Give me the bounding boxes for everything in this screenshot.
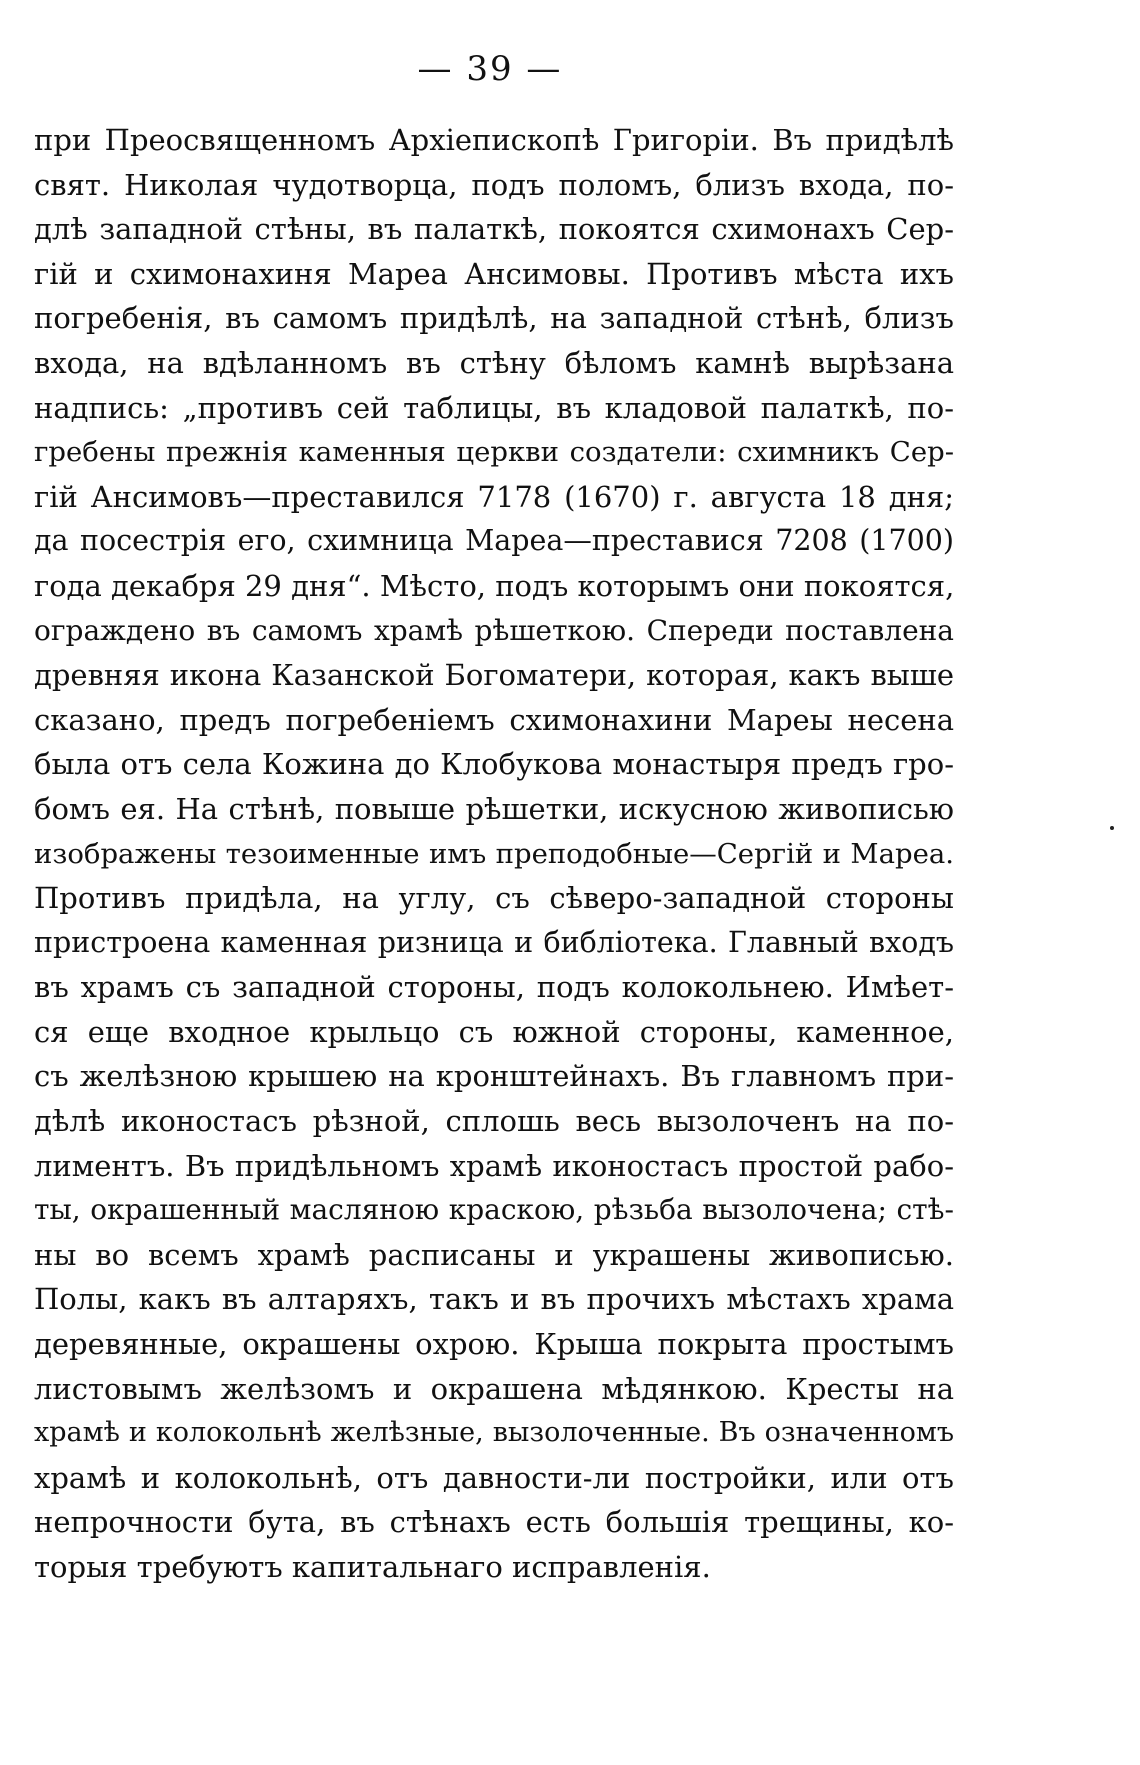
text-line: была отъ села Кожина до Клобукова монастыря предъ гро- bbox=[34, 747, 954, 782]
text-line: гій и схимонахиня Мареа Ансимовы. Противъ мѣста ихъ bbox=[34, 256, 954, 291]
text-line: непрочности бута, въ стѣнахъ есть большія трещины, ко- bbox=[34, 1505, 954, 1540]
text-line: древняя икона Казанской Богоматери, которая, какъ выше bbox=[34, 658, 954, 693]
margin-dot bbox=[1110, 826, 1114, 830]
text-line: ны во всемъ храмѣ расписаны и украшены живописью. bbox=[34, 1237, 954, 1272]
text-line: гій Ансимовъ—преставился 7178 (1670) г. августа 18 дня; bbox=[34, 479, 954, 514]
page-number: — 39 — bbox=[417, 49, 563, 89]
text-line: лиментъ. Въ придѣльномъ храмѣ иконостасъ простой рабо- bbox=[34, 1148, 954, 1183]
text-line: бомъ ея. На стѣнѣ, повыше рѣшетки, искусною живописью bbox=[34, 791, 954, 826]
text-line: при Преосвященномъ Архіепископѣ Григоріи. Въ придѣлѣ bbox=[34, 123, 954, 157]
text-line: листовымъ желѣзомъ и окрашена мѣдянкою. Кресты на bbox=[34, 1371, 954, 1406]
text-line: входа, на вдѣланномъ въ стѣну бѣломъ камнѣ вырѣзана bbox=[34, 345, 954, 380]
text-line: дѣлѣ иконостасъ рѣзной, сплошь весь вызолоченъ на по- bbox=[34, 1104, 954, 1139]
text-line: храмѣ и колокольнѣ желѣзные, вызолоченные. Въ означенномъ bbox=[34, 1417, 954, 1449]
text-line: погребенія, въ самомъ придѣлѣ, на западной стѣнѣ, близъ bbox=[34, 301, 954, 336]
text-line: гребены прежнія каменныя церкви создатели: схимникъ Сер- bbox=[34, 436, 954, 469]
text-line: торыя требуютъ капитальнаго исправленія. bbox=[34, 1550, 711, 1584]
text-line: свят. Николая чудотворца, подъ поломъ, близъ входа, по- bbox=[34, 167, 954, 202]
text-line: Полы, какъ въ алтаряхъ, такъ и въ прочихъ мѣстахъ храма bbox=[34, 1282, 954, 1317]
text-line: сказано, предъ погребеніемъ схимонахини Мареы несена bbox=[34, 702, 954, 737]
text-line: ограждено въ самомъ храмѣ рѣшеткою. Спереди поставлена bbox=[34, 613, 954, 647]
text-line: ся еще входное крыльцо съ южной стороны, каменное, bbox=[34, 1014, 954, 1049]
text-line: Противъ придѣла, на углу, съ сѣверо-западной стороны bbox=[34, 881, 954, 916]
text-line: съ желѣзною крышею на кронштейнахъ. Въ главномъ при- bbox=[34, 1059, 954, 1094]
text-line: года декабря 29 дня“. Мѣсто, подъ которымъ они покоятся, bbox=[34, 568, 954, 603]
text-line: надпись: „противъ сей таблицы, въ кладовой палаткѣ, по- bbox=[34, 390, 954, 425]
text-line: изображены тезоименные имъ преподобные—Сергій и Мареа. bbox=[34, 837, 954, 870]
text-line: деревянные, окрашены охрою. Крыша покрыта простымъ bbox=[34, 1327, 954, 1362]
text-line: да посестрія его, схимница Мареа—преставися 7208 (1700) bbox=[34, 524, 954, 558]
body-text bbox=[34, 118, 954, 1590]
text-line: длѣ западной стѣны, въ палаткѣ, покоятся схимонахъ Сер- bbox=[34, 212, 954, 247]
text-line: храмѣ и колокольнѣ, отъ давности-ли постройки, или отъ bbox=[34, 1460, 954, 1495]
text-line: въ храмъ съ западной стороны, подъ колокольнею. Имѣет- bbox=[34, 970, 954, 1005]
text-line: ты, окрашенный масляною краскою, рѣзьба вызолочена; стѣ- bbox=[34, 1193, 954, 1227]
text-line: пристроена каменная ризница и библіотека. Главный входъ bbox=[34, 925, 954, 959]
